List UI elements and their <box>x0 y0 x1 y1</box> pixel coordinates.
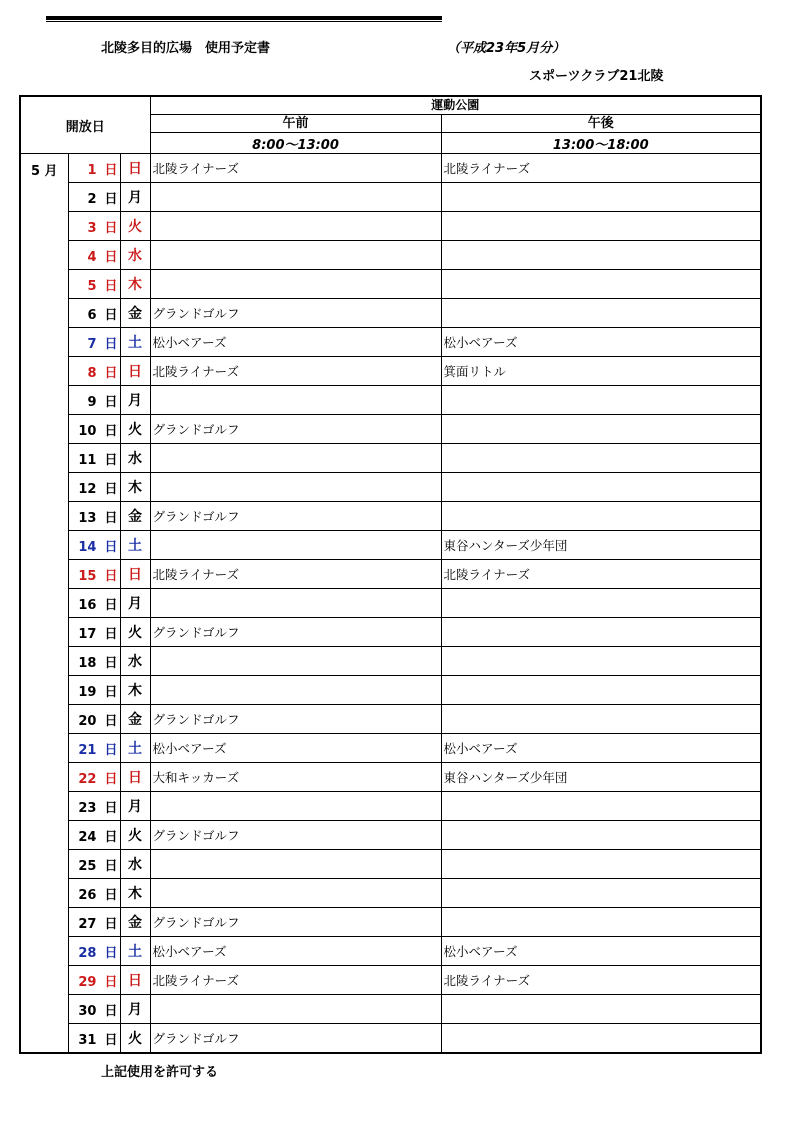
table-row <box>20 589 761 618</box>
table-row <box>20 763 761 792</box>
weekday-cell: 水 <box>120 850 150 879</box>
weekday-cell: 火 <box>120 212 150 241</box>
weekday-cell: 月 <box>120 183 150 212</box>
day-number: 7 <box>87 336 97 352</box>
am-booking: 松小ベアーズ <box>150 734 441 763</box>
day-number: 13 <box>78 510 97 526</box>
am-booking <box>150 879 441 908</box>
table-row <box>20 879 761 908</box>
day-suffix: 日 <box>104 800 118 816</box>
table-row <box>20 705 761 734</box>
am-booking <box>150 647 441 676</box>
day-cell <box>68 502 120 531</box>
day-cell <box>68 792 120 821</box>
top-rule <box>46 16 442 20</box>
day-cell <box>68 154 120 183</box>
day-suffix: 日 <box>104 684 118 700</box>
am-booking <box>150 444 441 473</box>
day-number: 21 <box>78 742 97 758</box>
day-suffix: 日 <box>104 829 118 845</box>
table-row <box>20 618 761 647</box>
day-number: 28 <box>78 945 97 961</box>
table-row <box>20 502 761 531</box>
pm-booking: 北陵ライナーズ <box>441 966 761 995</box>
day-number: 1 <box>87 162 97 178</box>
table-row <box>20 154 761 183</box>
am-booking: 大和キッカーズ <box>150 763 441 792</box>
venue-header: 運動公園 <box>150 96 761 115</box>
am-booking <box>150 183 441 212</box>
day-number: 10 <box>78 423 97 439</box>
day-cell <box>68 966 120 995</box>
day-number: 4 <box>87 249 97 265</box>
am-booking: 松小ベアーズ <box>150 937 441 966</box>
day-number: 14 <box>78 539 97 555</box>
day-cell <box>68 647 120 676</box>
day-suffix: 日 <box>104 539 118 555</box>
table-row <box>20 734 761 763</box>
pm-booking <box>441 792 761 821</box>
day-suffix: 日 <box>104 858 118 874</box>
weekday-cell: 日 <box>120 763 150 792</box>
weekday-cell: 日 <box>120 154 150 183</box>
day-suffix: 日 <box>104 423 118 439</box>
am-booking <box>150 531 441 560</box>
day-number: 19 <box>78 684 97 700</box>
table-row <box>20 531 761 560</box>
day-suffix: 日 <box>104 220 118 236</box>
pm-booking <box>441 212 761 241</box>
day-suffix: 日 <box>104 191 118 207</box>
am-booking <box>150 386 441 415</box>
am-booking: グランドゴルフ <box>150 705 441 734</box>
am-booking: グランドゴルフ <box>150 618 441 647</box>
weekday-cell: 月 <box>120 589 150 618</box>
day-suffix: 日 <box>104 916 118 932</box>
weekday-cell: 日 <box>120 560 150 589</box>
day-cell <box>68 241 120 270</box>
day-cell <box>68 734 120 763</box>
day-cell <box>68 270 120 299</box>
am-booking: グランドゴルフ <box>150 908 441 937</box>
day-number: 8 <box>87 365 97 381</box>
day-number: 25 <box>78 858 97 874</box>
day-number: 16 <box>78 597 97 613</box>
day-cell <box>68 1024 120 1054</box>
day-cell <box>68 183 120 212</box>
weekday-cell: 金 <box>120 502 150 531</box>
weekday-cell: 土 <box>120 531 150 560</box>
table-row <box>20 357 761 386</box>
day-cell <box>68 763 120 792</box>
table-row <box>20 908 761 937</box>
day-suffix: 日 <box>104 713 118 729</box>
pm-booking <box>441 183 761 212</box>
day-cell <box>68 879 120 908</box>
am-booking: 北陵ライナーズ <box>150 154 441 183</box>
day-suffix: 日 <box>104 771 118 787</box>
weekday-cell: 金 <box>120 299 150 328</box>
table-row <box>20 647 761 676</box>
pm-booking: 北陵ライナーズ <box>441 154 761 183</box>
day-number: 11 <box>78 452 97 468</box>
day-cell <box>68 357 120 386</box>
table-row <box>20 328 761 357</box>
day-number: 26 <box>78 887 97 903</box>
weekday-cell: 月 <box>120 386 150 415</box>
pm-booking: 東谷ハンターズ少年団 <box>441 531 761 560</box>
day-suffix: 日 <box>104 510 118 526</box>
pm-booking <box>441 879 761 908</box>
weekday-cell: 月 <box>120 792 150 821</box>
table-row <box>20 473 761 502</box>
day-suffix: 日 <box>104 597 118 613</box>
weekday-cell: 日 <box>120 966 150 995</box>
day-suffix: 日 <box>104 336 118 352</box>
day-number: 5 <box>87 278 97 294</box>
table-row <box>20 792 761 821</box>
weekday-cell: 火 <box>120 415 150 444</box>
day-suffix: 日 <box>104 394 118 410</box>
day-cell <box>68 299 120 328</box>
day-number: 24 <box>78 829 97 845</box>
day-number: 31 <box>78 1032 97 1048</box>
page-title: 北陵多目的広場 使用予定書 <box>101 41 271 56</box>
am-booking <box>150 241 441 270</box>
pm-booking <box>441 705 761 734</box>
day-number: 6 <box>87 307 97 323</box>
am-booking: 北陵ライナーズ <box>150 966 441 995</box>
table-row <box>20 966 761 995</box>
pm-booking <box>441 821 761 850</box>
weekday-cell: 木 <box>120 676 150 705</box>
pm-booking <box>441 1024 761 1054</box>
day-number: 2 <box>87 191 97 207</box>
day-cell <box>68 995 120 1024</box>
weekday-cell: 木 <box>120 270 150 299</box>
pm-booking <box>441 386 761 415</box>
am-booking <box>150 850 441 879</box>
pm-booking <box>441 415 761 444</box>
table-row <box>20 444 761 473</box>
day-suffix: 日 <box>104 974 118 990</box>
pm-booking: 松小ベアーズ <box>441 734 761 763</box>
day-suffix: 日 <box>104 452 118 468</box>
month-cell: 5 月 <box>20 154 68 1054</box>
weekday-cell: 水 <box>120 444 150 473</box>
day-cell <box>68 386 120 415</box>
day-cell <box>68 589 120 618</box>
table-row <box>20 560 761 589</box>
weekday-cell: 木 <box>120 879 150 908</box>
day-suffix: 日 <box>104 249 118 265</box>
period-label: （平成23年5月分） <box>447 41 566 56</box>
pm-booking: 松小ベアーズ <box>441 328 761 357</box>
pm-booking <box>441 676 761 705</box>
pm-booking <box>441 241 761 270</box>
am-time: 8:00～13:00 <box>150 133 441 154</box>
day-cell <box>68 676 120 705</box>
pm-booking <box>441 502 761 531</box>
am-booking <box>150 792 441 821</box>
day-cell <box>68 821 120 850</box>
weekday-cell: 水 <box>120 241 150 270</box>
pm-booking <box>441 444 761 473</box>
table-row <box>20 212 761 241</box>
day-number: 17 <box>78 626 97 642</box>
day-cell <box>68 705 120 734</box>
schedule-table <box>19 95 762 1054</box>
day-suffix: 日 <box>104 945 118 961</box>
weekday-cell: 日 <box>120 357 150 386</box>
day-suffix: 日 <box>104 1003 118 1019</box>
table-row <box>20 386 761 415</box>
day-number: 29 <box>78 974 97 990</box>
day-number: 27 <box>78 916 97 932</box>
am-booking: グランドゴルフ <box>150 502 441 531</box>
pm-booking: 箕面リトル <box>441 357 761 386</box>
day-cell <box>68 908 120 937</box>
day-suffix: 日 <box>104 568 118 584</box>
day-cell <box>68 937 120 966</box>
pm-booking <box>441 589 761 618</box>
pm-booking: 東谷ハンターズ少年団 <box>441 763 761 792</box>
am-booking <box>150 995 441 1024</box>
pm-booking: 松小ベアーズ <box>441 937 761 966</box>
open-day-header: 開放日 <box>20 96 150 154</box>
am-booking: グランドゴルフ <box>150 821 441 850</box>
day-number: 20 <box>78 713 97 729</box>
pm-booking <box>441 618 761 647</box>
weekday-cell: 木 <box>120 473 150 502</box>
pm-booking <box>441 908 761 937</box>
day-number: 22 <box>78 771 97 787</box>
weekday-cell: 土 <box>120 734 150 763</box>
table-row <box>20 270 761 299</box>
weekday-cell: 土 <box>120 937 150 966</box>
weekday-cell: 火 <box>120 1024 150 1054</box>
weekday-cell: 火 <box>120 618 150 647</box>
am-booking <box>150 589 441 618</box>
table-row <box>20 821 761 850</box>
day-number: 3 <box>87 220 97 236</box>
approval-text: 上記使用を許可する <box>101 1065 219 1080</box>
table-row <box>20 299 761 328</box>
day-suffix: 日 <box>104 655 118 671</box>
pm-booking <box>441 473 761 502</box>
day-cell <box>68 473 120 502</box>
pm-booking <box>441 995 761 1024</box>
top-rule-thin <box>46 21 442 22</box>
pm-booking <box>441 647 761 676</box>
table-row <box>20 995 761 1024</box>
day-number: 9 <box>87 394 97 410</box>
day-number: 23 <box>78 800 97 816</box>
am-booking: 北陵ライナーズ <box>150 357 441 386</box>
table-row <box>20 241 761 270</box>
day-number: 12 <box>78 481 97 497</box>
pm-booking <box>441 850 761 879</box>
table-row <box>20 676 761 705</box>
weekday-cell: 火 <box>120 821 150 850</box>
table-row <box>20 850 761 879</box>
weekday-cell: 水 <box>120 647 150 676</box>
am-booking: 北陵ライナーズ <box>150 560 441 589</box>
am-booking <box>150 212 441 241</box>
day-cell <box>68 212 120 241</box>
day-suffix: 日 <box>104 162 118 178</box>
table-row <box>20 415 761 444</box>
pm-time: 13:00～18:00 <box>441 133 761 154</box>
day-cell <box>68 850 120 879</box>
am-booking <box>150 270 441 299</box>
weekday-cell: 土 <box>120 328 150 357</box>
day-cell <box>68 415 120 444</box>
am-header: 午前 <box>150 115 441 133</box>
day-suffix: 日 <box>104 481 118 497</box>
day-suffix: 日 <box>104 278 118 294</box>
day-cell <box>68 328 120 357</box>
weekday-cell: 金 <box>120 908 150 937</box>
am-booking: 松小ベアーズ <box>150 328 441 357</box>
pm-booking <box>441 270 761 299</box>
am-booking: グランドゴルフ <box>150 1024 441 1054</box>
table-row <box>20 937 761 966</box>
day-suffix: 日 <box>104 887 118 903</box>
am-booking <box>150 676 441 705</box>
pm-booking <box>441 299 761 328</box>
day-suffix: 日 <box>104 626 118 642</box>
weekday-cell: 月 <box>120 995 150 1024</box>
day-suffix: 日 <box>104 742 118 758</box>
table-row <box>20 1024 761 1054</box>
day-number: 18 <box>78 655 97 671</box>
day-suffix: 日 <box>104 365 118 381</box>
pm-header: 午後 <box>441 115 761 133</box>
pm-booking: 北陵ライナーズ <box>441 560 761 589</box>
day-cell <box>68 618 120 647</box>
am-booking: グランドゴルフ <box>150 299 441 328</box>
day-number: 15 <box>78 568 97 584</box>
weekday-cell: 金 <box>120 705 150 734</box>
am-booking: グランドゴルフ <box>150 415 441 444</box>
table-row <box>20 183 761 212</box>
am-booking <box>150 473 441 502</box>
day-cell <box>68 531 120 560</box>
day-number: 30 <box>78 1003 97 1019</box>
day-cell <box>68 560 120 589</box>
day-suffix: 日 <box>104 1032 118 1048</box>
day-suffix: 日 <box>104 307 118 323</box>
organization-name: スポーツクラブ21北陵 <box>529 69 664 84</box>
day-cell <box>68 444 120 473</box>
